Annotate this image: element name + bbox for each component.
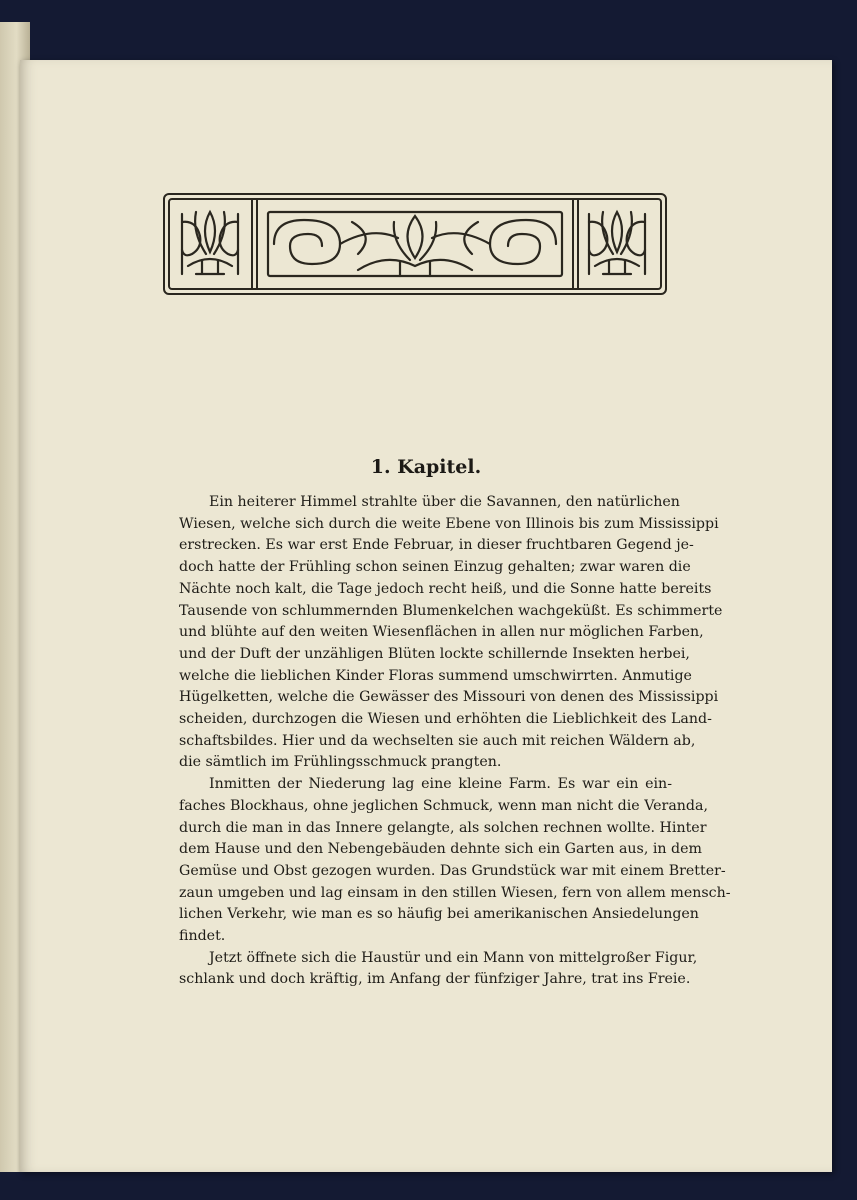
text-line: doch hatte der Frühling schon seinen Einzug gehalten; zwar waren die (179, 559, 691, 576)
text-line: Nächte noch kalt, die Tage jedoch recht heiß, und die Sonne hatte bereits (179, 580, 712, 597)
text-line: Hügelketten, welche die Gewässer des Missouri von denen des Mississippi (179, 689, 719, 706)
headpiece-ornament-icon (162, 192, 668, 296)
book-page (20, 60, 832, 1172)
text-line: faches Blockhaus, ohne jeglichen Schmuck, wenn man nicht die Veranda, (179, 797, 708, 814)
text-line: und blühte auf den weiten Wiesenflächen in allen nur möglichen Farben, (179, 624, 704, 641)
interlace-band (268, 212, 562, 276)
chapter-title: 1. Kapitel. (370, 456, 482, 478)
text-line: Wiesen, welche sich durch die weite Ebene von Illinois bis zum Mississippi (179, 515, 719, 532)
left-lotus-motif (182, 212, 238, 274)
text-line: und der Duft der unzähligen Blüten lockte schillernde Insekten herbei, (179, 645, 690, 662)
text-line: erstrecken. Es war erst Ende Februar, in dieser fruchtbaren Gegend je- (179, 537, 694, 554)
text-line: schaftsbildes. Hier und da wechselten sie auch mit reichen Wäldern ab, (179, 732, 696, 749)
right-lotus-motif (589, 212, 645, 274)
text-line: lichen Verkehr, wie man es so häufig bei amerikanischen Ansiedelungen (179, 906, 699, 923)
text-line: schlank und doch kräftig, im Anfang der fünfziger Jahre, trat ins Freie. (179, 971, 691, 988)
chapter-body-text (179, 492, 731, 991)
text-line: welche die lieblichen Kinder Floras summend umschwirrten. Anmutige (179, 667, 692, 684)
text-line: findet. (179, 928, 226, 945)
text-line: zaun umgeben und lag einsam in den stillen Wiesen, fern von allem mensch- (179, 884, 731, 901)
text-line: Jetzt öffnete sich die Haustür und ein Mann von mittelgroßer Figur, (209, 949, 698, 966)
text-line: Inmitten der Niederung lag eine kleine Farm. Es war ein ein- (209, 776, 672, 793)
text-line: scheiden, durchzogen die Wiesen und erhöhten die Lieblichkeit des Land- (179, 711, 712, 728)
text-line: dem Hause und den Nebengebäuden dehnte sich ein Garten aus, in dem (179, 841, 702, 858)
text-line: Tausende von schlummernden Blumenkelchen wachgeküßt. Es schimmerte (179, 602, 723, 619)
text-line: die sämtlich im Frühlingsschmuck prangten. (179, 754, 502, 771)
text-line: Ein heiterer Himmel strahlte über die Savannen, den natürlichen (209, 494, 680, 510)
text-line: Gemüse und Obst gezogen wurden. Das Grundstück war mit einem Bretter- (179, 862, 726, 879)
text-line: durch die man in das Innere gelangte, als solchen rechnen wollte. Hinter (179, 819, 707, 836)
